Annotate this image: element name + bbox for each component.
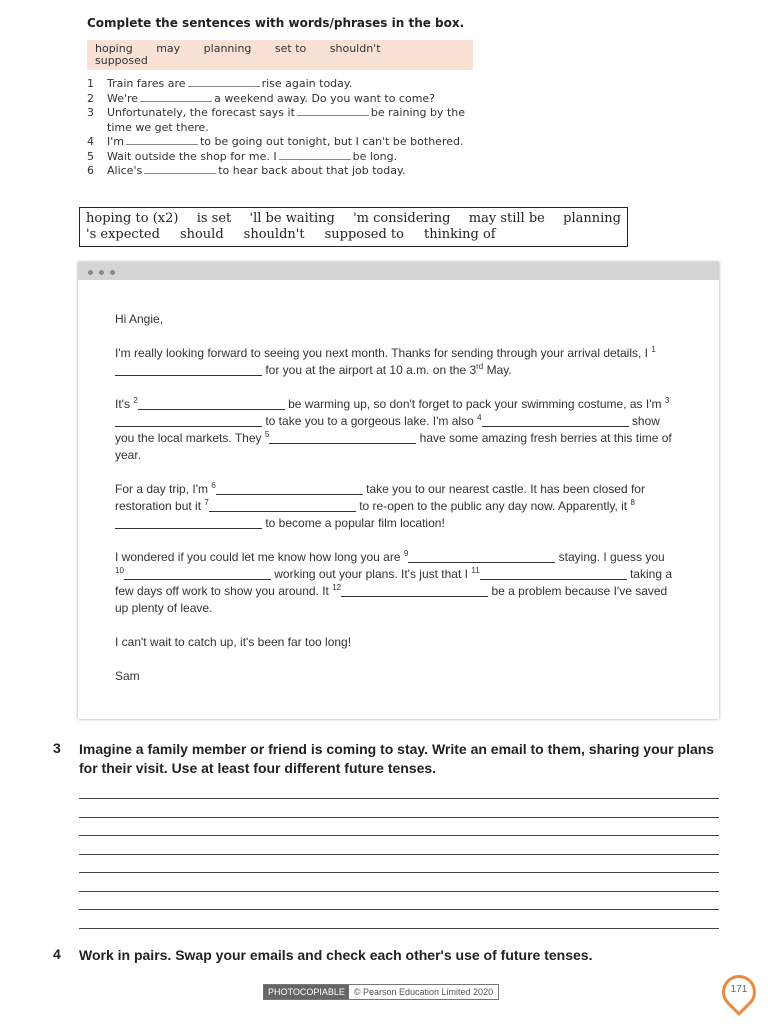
email-paragraph: For a day trip, I'm $^6$ take you to our nearest castle. It has been closed for restoration but it $^7$ to re-open to the public any day now. Apparently, it $^8$ to become a popular film location!	[115, 481, 645, 530]
gap-8-blank[interactable]	[115, 516, 262, 529]
sentence-text: Alice's	[107, 164, 143, 177]
word-box-item: 'm considering	[353, 211, 451, 226]
question-3-text: Imagine a family member or friend is coming to stay. Write an email to them, sharing your plans for their visit. Use at least four different future tenses.	[79, 741, 715, 776]
answer-blank[interactable]	[144, 164, 216, 174]
email-signoff: Sam	[115, 669, 140, 683]
gap-number: 6	[211, 481, 216, 490]
gap-4-blank[interactable]	[482, 414, 629, 427]
answer-blank[interactable]	[297, 106, 369, 116]
page-number: 171	[730, 984, 748, 995]
sentence-number: 4	[87, 135, 94, 148]
sentence-number: 2	[87, 91, 94, 105]
answer-blank[interactable]	[279, 150, 351, 160]
window-title-bar	[78, 262, 719, 280]
sentence-text: to be going out tonight, but I can't be bothered.	[199, 135, 464, 148]
sentence-text: a weekend away. Do you want to come?	[214, 91, 436, 105]
gap-number: 2	[133, 396, 138, 405]
sentence-text: be raining by the time we get there.	[107, 106, 465, 134]
sentence-text: to hear back about that job today.	[218, 164, 406, 177]
writing-line[interactable]	[79, 817, 719, 818]
box-word: may	[156, 42, 181, 55]
question-3-number: 3	[53, 740, 61, 756]
question-4-number: 4	[53, 946, 61, 962]
box-word: planning	[203, 42, 252, 55]
answer-blank[interactable]	[188, 77, 260, 87]
gap-number: 11	[471, 566, 480, 575]
sentence-text: Wait outside the shop for me. I	[107, 149, 277, 163]
word-box-row	[86, 211, 621, 227]
sentence-item	[87, 164, 487, 179]
sentence-text: rise again today.	[261, 77, 353, 90]
box-word: supposed	[95, 54, 148, 67]
gap-6-blank[interactable]	[216, 482, 363, 495]
word-box-row	[86, 227, 621, 243]
sentence-item	[87, 77, 487, 92]
gap-2-blank[interactable]	[138, 397, 285, 410]
gap-number: 12	[332, 583, 342, 592]
writing-line[interactable]	[79, 872, 719, 873]
gap-10-blank[interactable]	[124, 567, 271, 580]
word-box-item: thinking of	[423, 227, 496, 242]
writing-line[interactable]	[79, 909, 719, 910]
exercise-a-word-box	[87, 40, 473, 70]
email-paragraph: I wondered if you could let me know how long you are $^9$ staying. I guess you $^{10}$ working out your plans. It's just that I $^{11}$ taking a few days off work to show you around. It $^{12}$ be a problem because I've saved up plenty of leave.	[115, 549, 672, 615]
sentence-text: I'm	[107, 135, 124, 148]
sentence-text: Unfortunately, the forecast says it	[107, 106, 295, 119]
email-paragraph: I can't wait to catch up, it's been far too long!	[115, 635, 352, 649]
email-body	[115, 311, 675, 702]
sentence-item	[87, 106, 487, 135]
email-greeting: Hi Angie,	[115, 312, 164, 326]
gap-number: 3	[664, 396, 670, 405]
writing-line[interactable]	[79, 835, 719, 836]
window-dot-icon	[110, 270, 115, 275]
gap-11-blank[interactable]	[480, 567, 627, 580]
gap-number: 7	[204, 498, 209, 507]
gap-number: 4	[477, 413, 482, 422]
email-window	[78, 262, 719, 719]
gap-5-blank[interactable]	[269, 431, 416, 444]
question-4-text: Work in pairs. Swap your emails and check each other's use of future tenses.	[79, 947, 593, 963]
word-box-item: supposed to	[324, 227, 404, 242]
gap-number: 9	[403, 549, 409, 558]
box-word: shouldn't	[329, 42, 381, 55]
writing-line[interactable]	[79, 891, 719, 892]
window-dot-icon	[99, 270, 104, 275]
future-forms-word-box	[79, 207, 628, 247]
gap-number: 1	[651, 345, 656, 354]
writing-line[interactable]	[79, 854, 719, 855]
box-word: set to	[274, 42, 307, 55]
word-box-item: shouldn't	[243, 227, 305, 242]
answer-blank[interactable]	[140, 92, 212, 102]
exercise-a-sentences	[87, 77, 487, 179]
word-box-item: planning	[563, 211, 621, 226]
word-box-item: may still be	[468, 211, 545, 226]
sentence-text: Train fares are	[107, 77, 186, 90]
email-paragraph: It's $^2$ be warming up, so don't forget to pack your swimming costume, as I'm $^3$ to take you to a gorgeous lake. I'm also $^4$ show you the local markets. They $^5$ have some amazing fresh berries at this time of year.	[115, 396, 672, 462]
word-box-item: 'll be waiting	[249, 211, 335, 226]
footer-copyright	[263, 984, 499, 1000]
sentence-number: 6	[87, 164, 94, 177]
sentence-text: We're	[107, 91, 139, 105]
writing-line[interactable]	[79, 798, 719, 799]
sentence-item	[87, 150, 487, 165]
photocopiable-label: PHOTOCOPIABLE	[264, 985, 349, 999]
sentence-item	[87, 135, 487, 150]
sentence-number: 3	[87, 106, 94, 119]
gap-9-blank[interactable]	[408, 550, 555, 563]
gap-3-blank[interactable]	[115, 414, 262, 427]
box-word: hoping	[95, 42, 133, 55]
word-box-item: is set	[196, 211, 232, 226]
gap-number: 8	[630, 498, 635, 507]
writing-line[interactable]	[79, 928, 719, 929]
gap-12-blank[interactable]	[341, 584, 488, 597]
gap-number: 5	[264, 430, 270, 439]
answer-blank[interactable]	[126, 135, 198, 145]
word-box-item: hoping to (x2)	[86, 211, 179, 226]
gap-7-blank[interactable]	[209, 499, 356, 512]
word-box-item: 's expected	[86, 227, 160, 242]
exercise-a-title: Complete the sentences with words/phrases in the box.	[87, 16, 465, 30]
sentence-item	[87, 92, 487, 107]
word-box-item: should	[179, 227, 224, 242]
sentence-number: 5	[87, 149, 94, 163]
copyright-text: © Pearson Education Limited 2020	[353, 987, 494, 997]
sentence-text: be long.	[352, 149, 398, 163]
sentence-number: 1	[87, 77, 94, 90]
window-dot-icon	[88, 270, 93, 275]
gap-number: 10	[115, 566, 124, 575]
gap-1-blank[interactable]	[115, 363, 262, 376]
email-paragraph: I'm really looking forward to seeing you next month. Thanks for sending through your arrival details, I $^1$ for you at the airport at 10 a.m. on the 3rd May.	[115, 345, 656, 377]
